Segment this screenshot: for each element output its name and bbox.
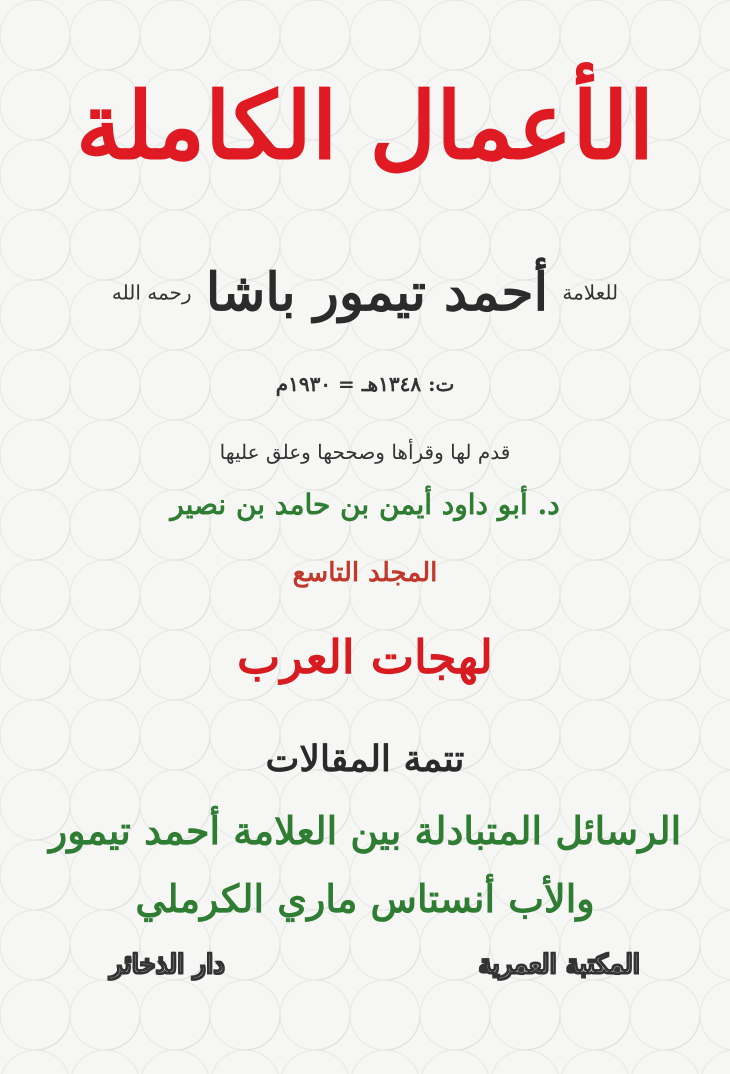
publisher-logo-right: المكتبة العمرية <box>478 950 640 980</box>
author-prefix: للعلامة <box>562 280 619 305</box>
author-name: أحمد تيمور باشا <box>205 262 549 323</box>
author-line <box>0 262 730 323</box>
subject-title: لهجات العرب <box>237 630 493 684</box>
editor-name: د. أبو داود أيمن بن حامد بن نصير <box>170 488 560 521</box>
volume-label: المجلد التاسع <box>292 558 438 588</box>
publisher-logo-left: دار الذخائر <box>110 950 225 980</box>
author-suffix: رحمه الله <box>111 280 192 305</box>
editor-note: قدم لها وقرأها وصححها وعلق عليها <box>219 440 511 464</box>
death-dates: ت: ١٣٤٨هـ = ١٩٣٠م <box>275 372 455 396</box>
correspondence-line-2: والأب أنستاس ماري الكرملي <box>135 876 595 921</box>
main-title: الأعمال الكاملة <box>75 72 655 180</box>
articles-heading: تتمة المقالات <box>265 738 465 780</box>
correspondence-line-1: الرسائل المتبادلة بين العلامة أحمد تيمور <box>48 808 682 853</box>
